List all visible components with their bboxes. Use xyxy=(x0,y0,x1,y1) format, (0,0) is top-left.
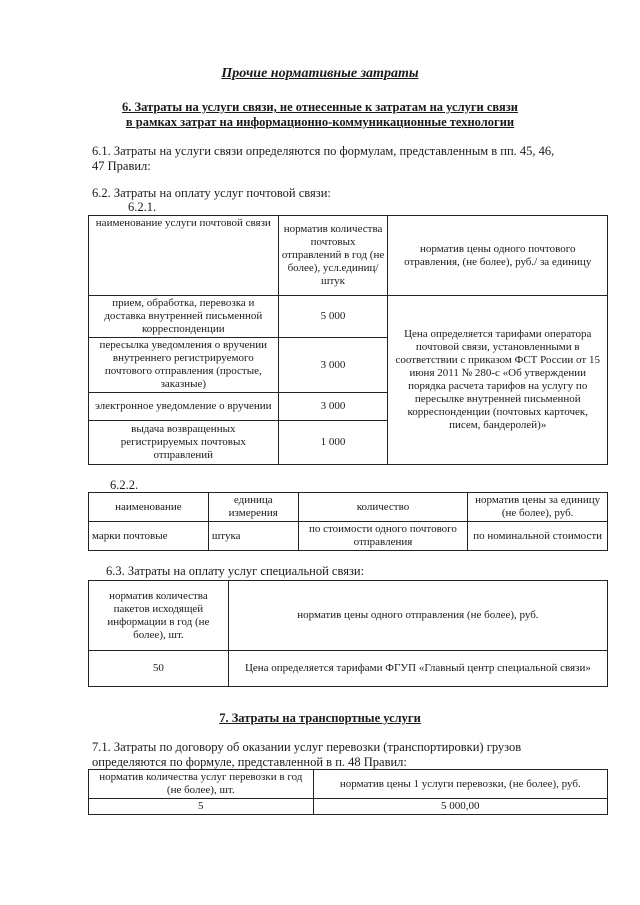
table3-cell-price: Цена определяется тарифами ФГУП «Главный центр специальной связи» xyxy=(228,651,607,687)
paragraph-6-2-1: 6.2.1. xyxy=(128,200,157,214)
paragraph-7-1 xyxy=(92,740,612,770)
table1-row2-qty: 3 000 xyxy=(278,338,388,393)
paragraph-6-2-2: 6.2.2. xyxy=(110,478,139,492)
paragraph-6-1-line1: 6.1. Затраты на услуги связи определяются по формулам, представленным в пп. 45, 46, xyxy=(92,144,555,158)
table1-row3-qty: 3 000 xyxy=(278,393,388,421)
paragraph-7-1-line1: 7.1. Затраты по договору об оказании услуг перевозки (транспортировки) грузов xyxy=(92,740,522,754)
table1-header-service: наименование услуги почтовой связи xyxy=(89,216,279,296)
table3-header-price: норматив цены одного отправления (не более), руб. xyxy=(228,581,607,651)
page-title: Прочие нормативные затраты xyxy=(221,66,419,81)
table4-cell-price: 5 000,00 xyxy=(313,799,607,815)
table4-cell-quantity: 5 xyxy=(89,799,314,815)
table1-price-note: Цена определяется тарифами оператора почтовой связи, установленными в соответствии с приказом ФСТ России от 15 июня 2011 № 280-с «Об утверждении порядка расчета тарифов на услугу по пересылке внутренней письменной корреспонденции (почтовых карточек, писем, бандеролей)» xyxy=(388,296,608,465)
table1-row1-qty: 5 000 xyxy=(278,296,388,338)
table1-header-price: норматив цены одного почтового отравления, (не более), руб./ за единицу xyxy=(388,216,608,296)
section-6-heading-line2: в рамках затрат на информационно-коммуникационные технологии xyxy=(125,115,515,129)
table2-header-price: норматив цены за единицу (не более), руб. xyxy=(468,493,608,522)
paragraph-6-3: 6.3. Затраты на оплату услуг специальной связи: xyxy=(106,564,365,578)
table2-cell-quantity: по стоимости одного почтового отправления xyxy=(298,522,468,551)
table2-header-name: наименование xyxy=(89,493,209,522)
paragraph-7-1-line2: определяются по формуле, представленной в п. 48 Правил: xyxy=(92,755,407,769)
table3-header-quantity: норматив количества пакетов исходящей информации в год (не более), шт. xyxy=(89,581,229,651)
table1-row2-name: пересылка уведомления о вручении внутреннего регистрируемого почтового отправления (простые, заказные) xyxy=(89,338,279,393)
postal-services-table xyxy=(88,215,608,465)
table2-cell-name: марки почтовые xyxy=(89,522,209,551)
table1-row1-name: прием, обработка, перевозка и доставка внутренней письменной корреспонденции xyxy=(89,296,279,338)
paragraph-6-1-line2: 47 Правил: xyxy=(92,159,151,173)
table4-header-price: норматив цены 1 услуги перевозки, (не более), руб. xyxy=(313,770,607,799)
special-communication-table xyxy=(88,580,608,687)
table4-header-quantity: норматив количества услуг перевозки в год (не более), шт. xyxy=(89,770,314,799)
table1-row4-name: выдача возвращенных регистрируемых почтовых отправлений xyxy=(89,421,279,465)
section-6-heading-line1: 6. Затраты на услуги связи, не отнесенные к затратам на услуги связи xyxy=(122,100,518,114)
transport-services-table xyxy=(88,769,608,815)
table2-header-unit: единица измерения xyxy=(208,493,298,522)
postage-stamps-table xyxy=(88,492,608,551)
table2-cell-unit: штука xyxy=(208,522,298,551)
table3-cell-quantity: 50 xyxy=(89,651,229,687)
table1-header-quantity: норматив количества почтовых отправлений в год (не более), усл.единиц/штук xyxy=(278,216,388,296)
paragraph-6-1 xyxy=(92,144,612,174)
section-6-heading xyxy=(100,100,540,130)
section-7-heading: 7. Затраты на транспортные услуги xyxy=(219,711,421,725)
table2-header-quantity: количество xyxy=(298,493,468,522)
table1-row4-qty: 1 000 xyxy=(278,421,388,465)
table1-row3-name: электронное уведомление о вручении xyxy=(89,393,279,421)
table2-cell-price: по номинальной стоимости xyxy=(468,522,608,551)
paragraph-6-2: 6.2. Затраты на оплату услуг почтовой связи: xyxy=(92,186,331,200)
